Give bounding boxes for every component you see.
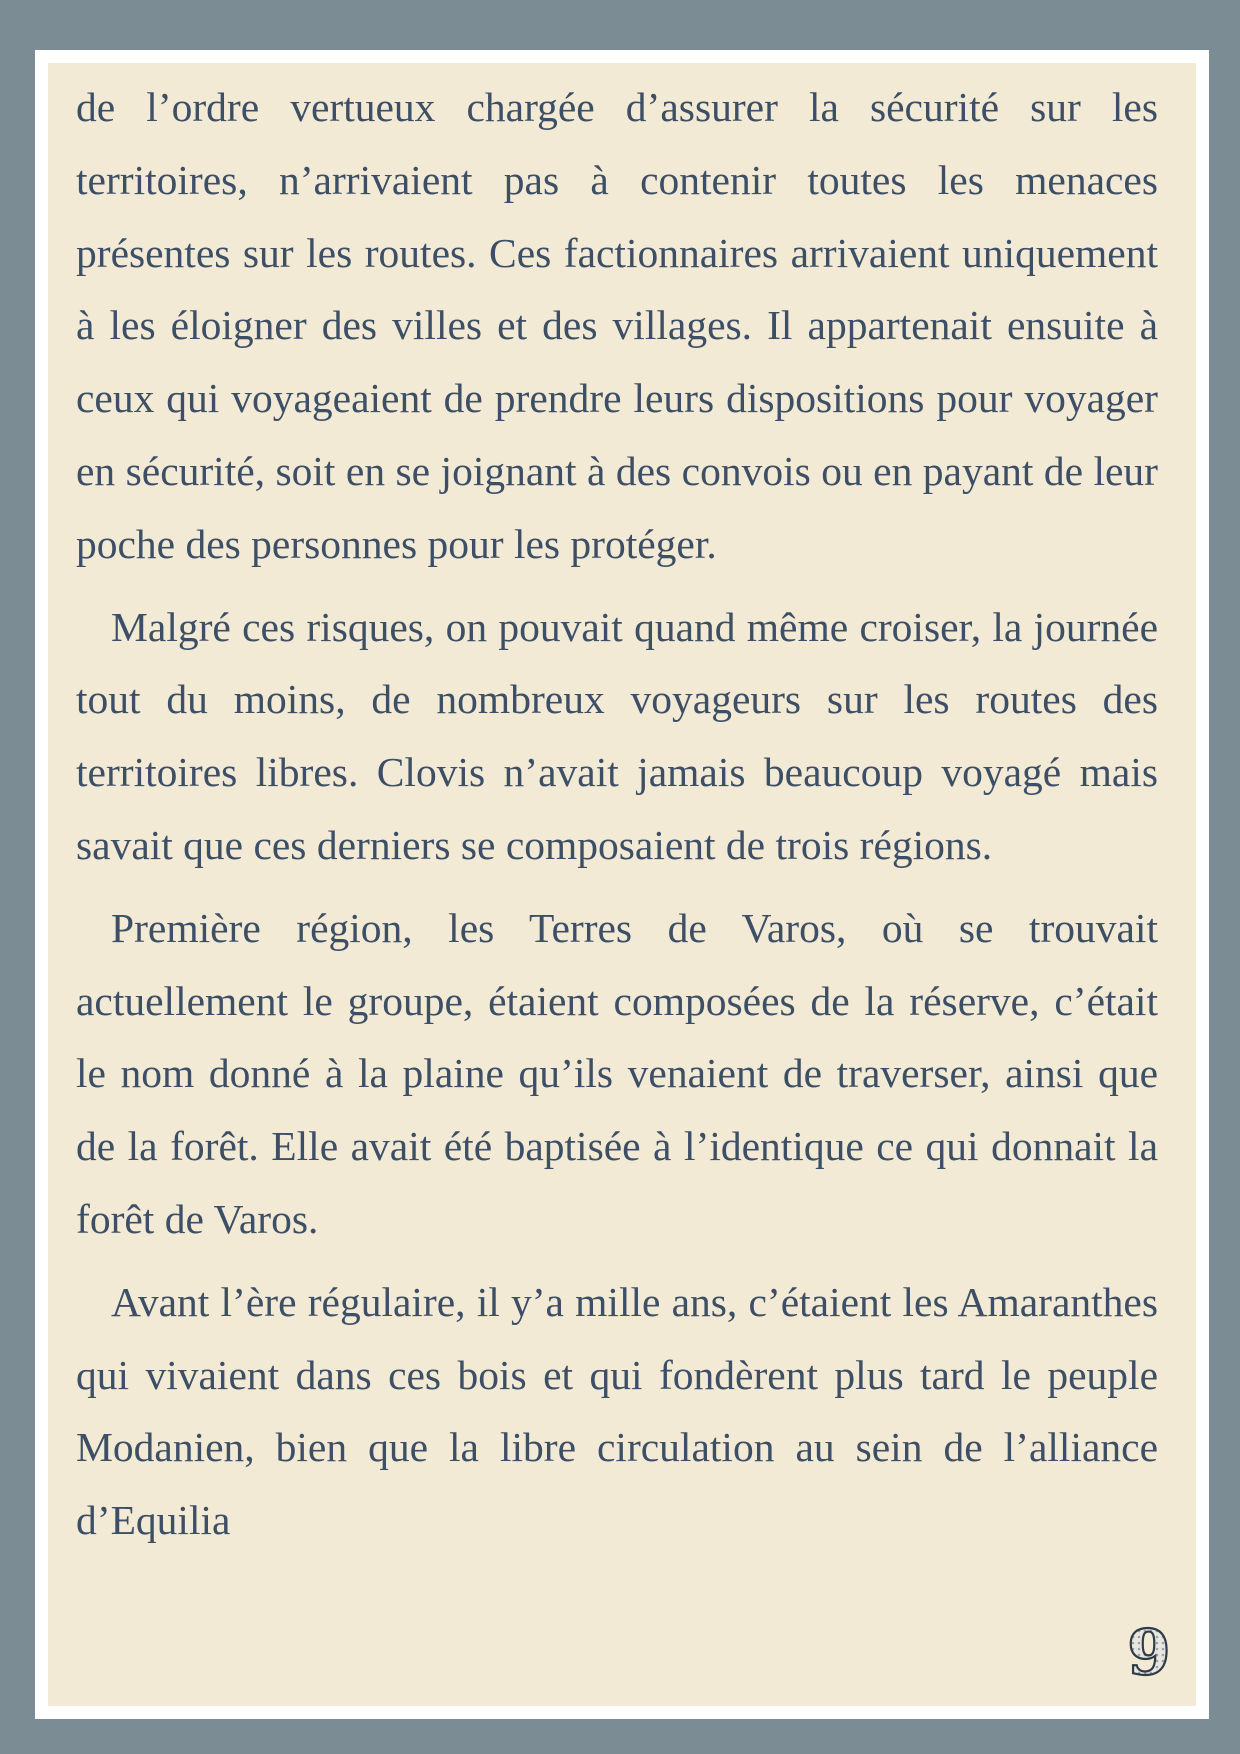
page-content [48, 63, 1196, 1706]
paragraph-3: Première région, les Terres de Varos, où se trouvait actuellement le groupe, étaient composées de la réserve, c’était le nom donné à la plaine qu’ils venaient de traverser, ainsi que de la forêt. Elle avait été baptisée à l’identique ce qui donnait la forêt de Varos. [76, 904, 1158, 1242]
paragraph-1: de l’ordre vertueux chargée d’assurer la sécurité sur les territoires, n’arrivaient pas à contenir toutes les menaces présentes sur les routes. Ces factionnaires arrivaient uniquement à les éloigner des villes et des villages. Il appartenait ensuite à ceux qui voyageaient de prendre leurs dispositions pour voyager en sécurité, soit en se joignant à des convois ou en payant de leur poche des personnes pour les protéger. [76, 84, 1158, 567]
body-text [76, 71, 1158, 1557]
paragraph-4: Avant l’ère régulaire, il y’a mille ans, c’étaient les Amaranthes qui vivaient dans ces bois et qui fondèrent plus tard le peuple Modanien, bien que la libre circulation au sein de l’alliance d’Equilia [76, 1278, 1158, 1544]
page-number: 9 [1127, 1622, 1171, 1686]
page-frame [35, 50, 1209, 1719]
paragraph-2: Malgré ces risques, on pouvait quand même croiser, la journée tout du moins, de nombreux voyageurs sur les routes des territoires libres. Clovis n’avait jamais beaucoup voyagé mais savait que ces derniers se composaient de trois régions. [76, 603, 1158, 868]
page-number-badge [1124, 1622, 1174, 1686]
